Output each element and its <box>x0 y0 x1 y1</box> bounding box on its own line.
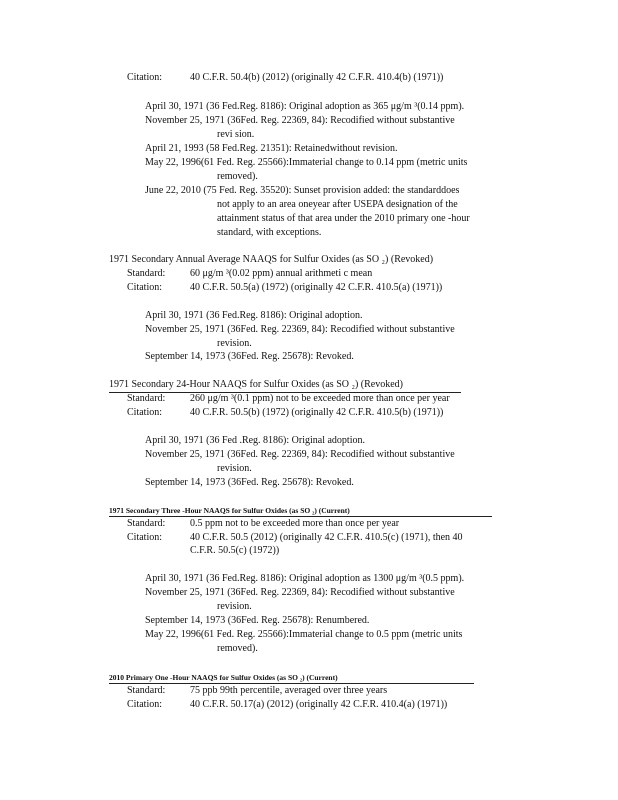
history-entry: June 22, 2010 (75 Fed. Reg. 35520): Sunset provision added: the standarddoes <box>145 185 460 196</box>
citation-label: Citation: <box>127 407 162 418</box>
history-entry-continuation: removed). <box>217 171 258 182</box>
history-entry: November 25, 1971 (36Fed. Reg. 22369, 84): Recodified without substantive <box>145 115 455 126</box>
citation-value: 40 C.F.R. 50.5 (2012) (originally 42 C.F.R. 410.5(c) (1971), then 40 <box>190 532 463 543</box>
history-entry: May 22, 1996(61 Fed. Reg. 25566):Immaterial change to 0.5 ppm (metric units <box>145 629 463 640</box>
history-entry-continuation: revision. <box>217 601 252 612</box>
history-entry: April 30, 1971 (36 Fed .Reg. 8186): Original adoption. <box>145 435 365 446</box>
history-entry-continuation: revision. <box>217 338 252 349</box>
history-entry: September 14, 1973 (36Fed. Reg. 25678): Revoked. <box>145 477 354 488</box>
standard-label: Standard: <box>127 393 166 404</box>
history-entry-continuation: removed). <box>217 643 258 654</box>
standard-value: 260 μg/m ³(0.1 ppm) not to be exceeded more than once per year <box>190 393 450 404</box>
citation-value: 40 C.F.R. 50.5(a) (1972) (originally 42 C.F.R. 410.5(a) (1971)) <box>190 282 443 293</box>
standard-label: Standard: <box>127 518 166 529</box>
standard-label: Standard: <box>127 268 166 279</box>
history-entry: September 14, 1973 (36Fed. Reg. 25678): Revoked. <box>145 351 354 362</box>
citation-value: 40 C.F.R. 50.4(b) (2012) (originally 42 C.F.R. 410.4(b) (1971)) <box>190 72 444 83</box>
citation-label: Citation: <box>127 282 162 293</box>
citation-value: 40 C.F.R. 50.5(b) (1972) (originally 42 C.F.R. 410.5(b) (1971)) <box>190 407 444 418</box>
citation-label: Citation: <box>127 532 162 543</box>
history-entry: November 25, 1971 (36Fed. Reg. 22369, 84): Recodified without substantive <box>145 324 455 335</box>
heading-underline <box>109 683 474 684</box>
history-entry-continuation: standard, with exceptions. <box>217 227 322 238</box>
history-entry-continuation: revision. <box>217 463 252 474</box>
section-heading: 1971 Secondary Annual Average NAAQS for Sulfur Oxides (as SO ₂) (Revoked) <box>109 254 434 265</box>
section-heading: 1971 Secondary 24-Hour NAAQS for Sulfur Oxides (as SO ₂) (Revoked) <box>109 379 403 390</box>
history-entry: November 25, 1971 (36Fed. Reg. 22369, 84): Recodified without substantive <box>145 587 455 598</box>
history-entry-continuation: attainment status of that area under the 2010 primary one -hour <box>217 213 470 224</box>
standard-value: 75 ppb 99th percentile, averaged over three years <box>190 685 388 696</box>
standard-label: Standard: <box>127 685 166 696</box>
citation-value-continuation: C.F.R. 50.5(c) (1972)) <box>190 545 280 556</box>
citation-label: Citation: <box>127 699 162 710</box>
section-heading: 1971 Secondary Three -Hour NAAQS for Sulfur Oxides (as SO ₂) (Current) <box>109 506 350 515</box>
history-entry: November 25, 1971 (36Fed. Reg. 22369, 84): Recodified without substantive <box>145 449 455 460</box>
history-entry: April 30, 1971 (36 Fed.Reg. 8186): Original adoption as 365 μg/m ³(0.14 ppm). <box>145 101 465 112</box>
history-entry: April 30, 1971 (36 Fed.Reg. 8186): Original adoption. <box>145 310 363 321</box>
history-entry: April 21, 1993 (58 Fed.Reg. 21351): Retainedwithout revision. <box>145 143 398 154</box>
history-entry: April 30, 1971 (36 Fed.Reg. 8186): Original adoption as 1300 μg/m ³(0.5 ppm). <box>145 573 465 584</box>
history-entry: May 22, 1996(61 Fed. Reg. 25566):Immaterial change to 0.14 ppm (metric units <box>145 157 468 168</box>
history-entry-continuation: revi sion. <box>217 129 255 140</box>
citation-value: 40 C.F.R. 50.17(a) (2012) (originally 42 C.F.R. 410.4(a) (1971)) <box>190 699 448 710</box>
history-entry: September 14, 1973 (36Fed. Reg. 25678): Renumbered. <box>145 615 370 626</box>
history-entry-continuation: not apply to an area oneyear after USEPA designation of the <box>217 199 458 210</box>
standard-value: 0.5 ppm not to be exceeded more than once per year <box>190 518 400 529</box>
citation-label: Citation: <box>127 72 162 83</box>
section-heading: 2010 Primary One -Hour NAAQS for Sulfur Oxides (as SO ₂) (Current) <box>109 673 338 682</box>
heading-underline <box>109 516 492 517</box>
standard-value: 60 μg/m ³(0.02 ppm) annual arithmeti c mean <box>190 268 373 279</box>
